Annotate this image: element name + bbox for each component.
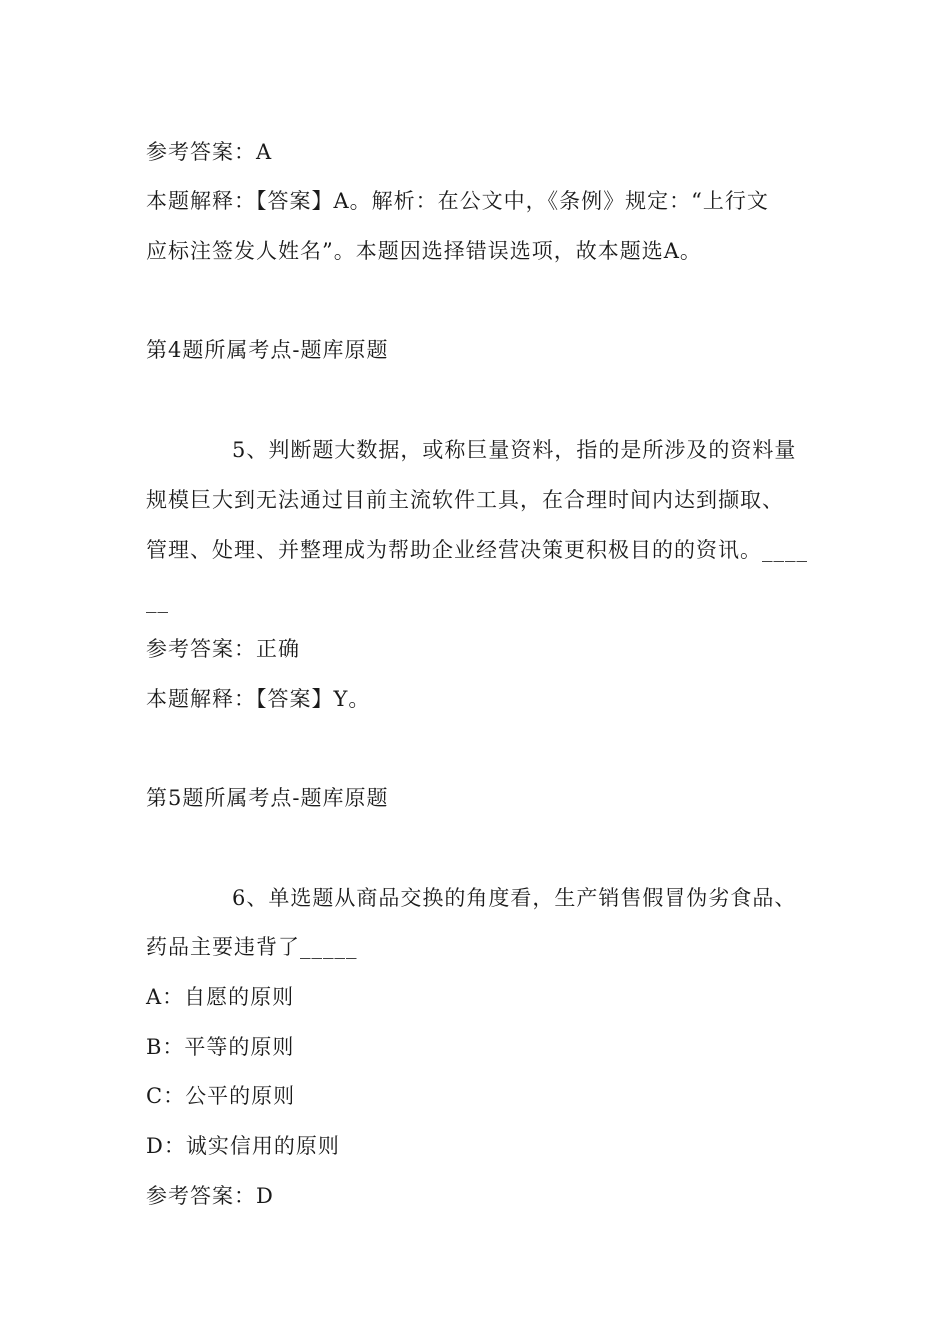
q6-stem-line-1: 6、单选题从商品交换的角度看，生产销售假冒伪劣食品、	[232, 886, 797, 910]
q4-explanation-line-2: 应标注签发人姓名”。本题因选择错误选项，故本题选A。	[146, 239, 702, 263]
q5-stem-line-3: 管理、处理、并整理成为帮助企业经营决策更积极目的的资讯。____	[146, 538, 808, 562]
q4-answer: 参考答案：A	[146, 140, 273, 164]
q6-answer: 参考答案：D	[146, 1184, 274, 1208]
q5-knowledge-point: 第5题所属考点-题库原题	[146, 786, 389, 810]
q6-option-b: B：平等的原则	[146, 1035, 295, 1059]
q5-answer: 参考答案：正确	[146, 637, 300, 661]
q5-stem-line-1: 5、判断题大数据，或称巨量资料，指的是所涉及的资料量	[232, 438, 797, 462]
q6-option-d: D：诚实信用的原则	[146, 1134, 340, 1158]
q5-stem-line-4: __	[146, 589, 169, 613]
q6-option-a: A：自愿的原则	[146, 985, 295, 1009]
q6-stem-line-2: 药品主要违背了_____	[146, 935, 358, 959]
q5-stem-line-2: 规模巨大到无法通过目前主流软件工具，在合理时间内达到撷取、	[146, 488, 784, 512]
q4-explanation-line-1: 本题解释：【答案】A。解析：在公文中，《条例》规定：“上行文	[146, 189, 769, 213]
q6-option-c: C：公平的原则	[146, 1084, 296, 1108]
q4-knowledge-point: 第4题所属考点-题库原题	[146, 338, 389, 362]
q5-explanation: 本题解释：【答案】Y。	[146, 687, 371, 711]
